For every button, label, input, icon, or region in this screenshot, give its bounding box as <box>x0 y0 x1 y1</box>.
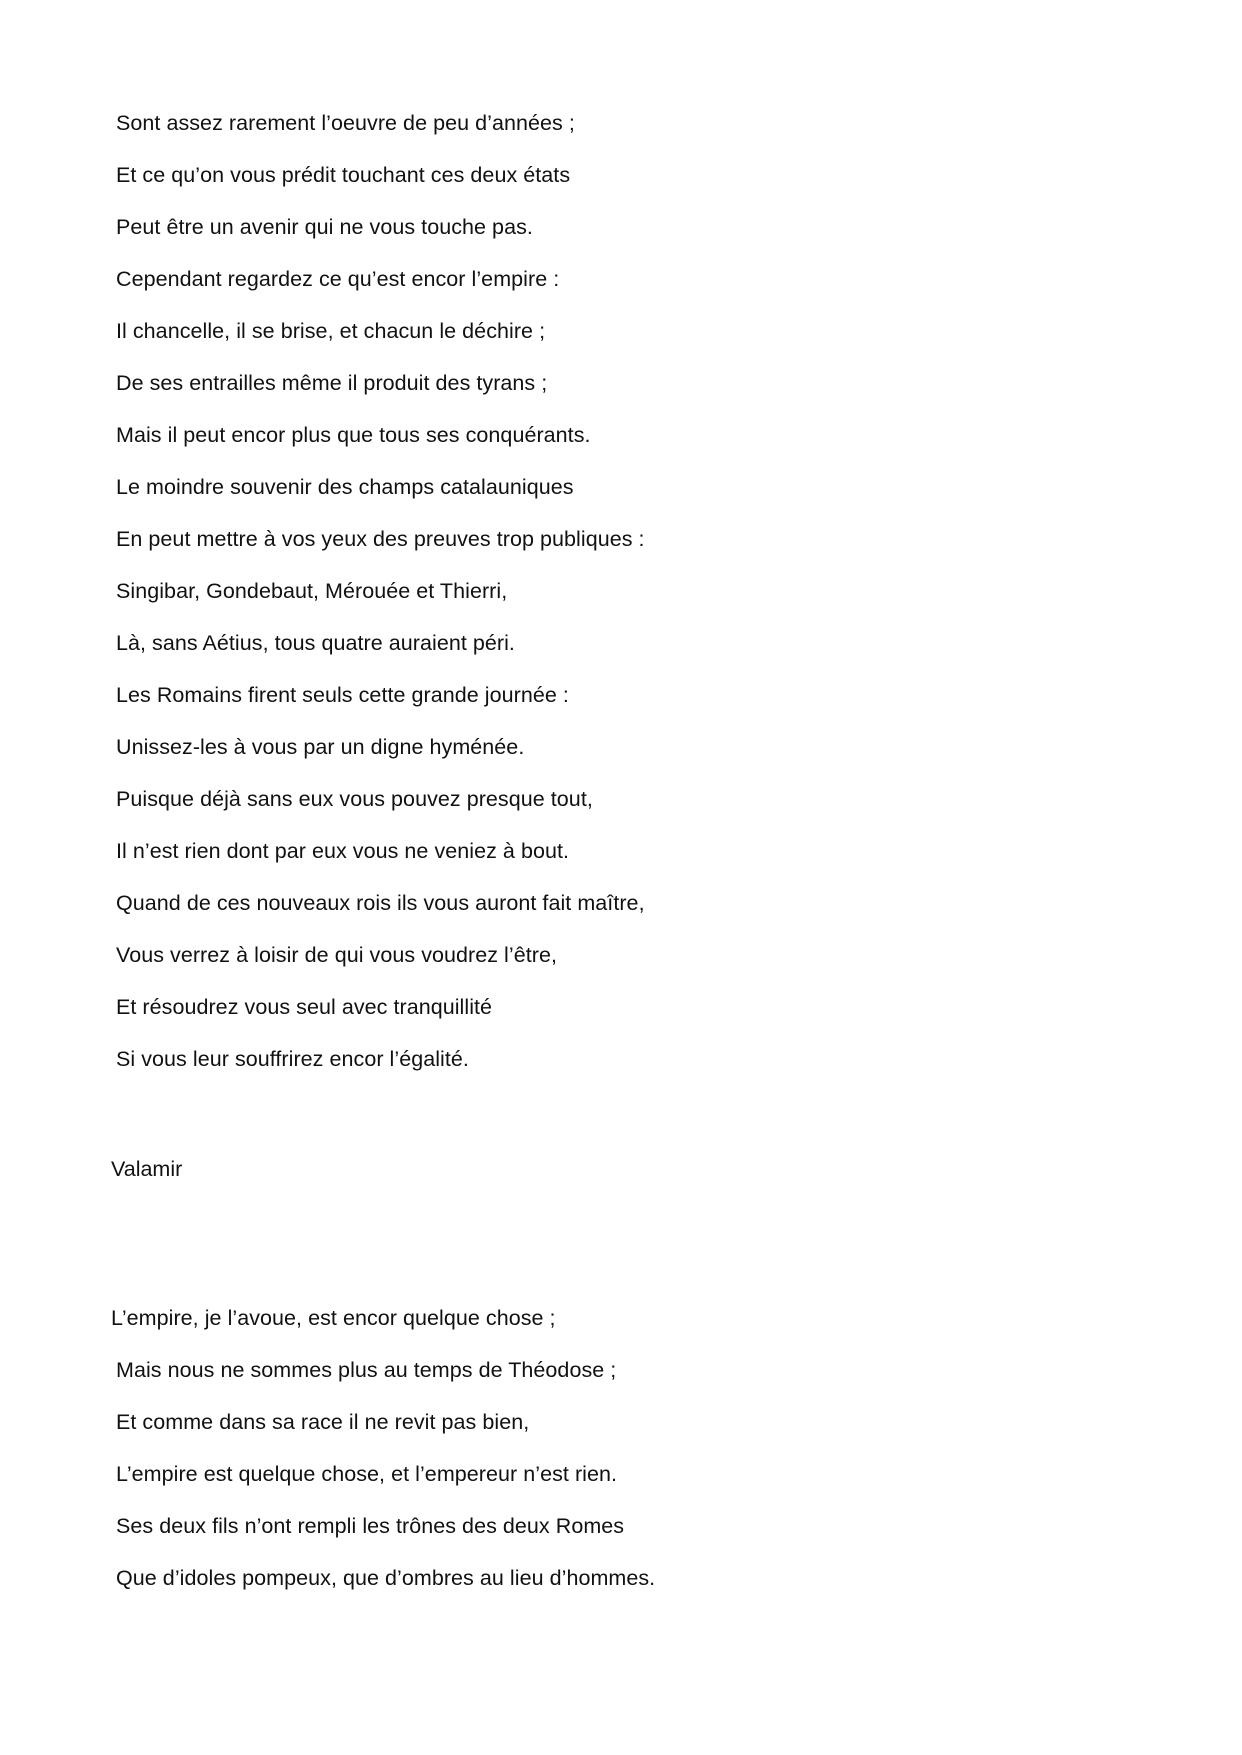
verse-line: Il chancelle, il se brise, et chacun le déchire ; <box>116 319 546 343</box>
verse-line: Singibar, Gondebaut, Mérouée et Thierri, <box>116 579 508 603</box>
verse-line: Cependant regardez ce qu’est encor l’empire : <box>116 267 560 291</box>
verse-line: L’empire, je l’avoue, est encor quelque chose ; <box>111 1306 556 1330</box>
verse-line: Unissez-les à vous par un digne hyménée. <box>116 735 525 759</box>
verse-line: Et ce qu’on vous prédit touchant ces deux états <box>116 163 571 187</box>
verse-line: Mais il peut encor plus que tous ses conquérants. <box>116 423 591 447</box>
verse-line: En peut mettre à vos yeux des preuves trop publiques : <box>116 527 645 551</box>
speaker-name: Valamir <box>111 1157 183 1181</box>
verse-line: Le moindre souvenir des champs catalauniques <box>116 475 574 499</box>
verse-line: Mais nous ne sommes plus au temps de Théodose ; <box>116 1358 617 1382</box>
verse-line: Là, sans Aétius, tous quatre auraient péri. <box>116 631 515 655</box>
verse-line: Puisque déjà sans eux vous pouvez presque tout, <box>116 787 593 811</box>
verse-line: De ses entrailles même il produit des tyrans ; <box>116 371 548 395</box>
verse-line: Peut être un avenir qui ne vous touche pas. <box>116 215 533 239</box>
verse-line: L’empire est quelque chose, et l’empereur n’est rien. <box>116 1462 618 1486</box>
verse-line: Les Romains firent seuls cette grande journée : <box>116 683 569 707</box>
verse-line: Que d’idoles pompeux, que d’ombres au lieu d’hommes. <box>116 1566 656 1590</box>
verse-line: Ses deux fils n’ont rempli les trônes des deux Romes <box>116 1514 625 1538</box>
verse-line: Quand de ces nouveaux rois ils vous auront fait maître, <box>116 891 645 915</box>
verse-line: Vous verrez à loisir de qui vous voudrez l’être, <box>116 943 557 967</box>
verse-line: Et comme dans sa race il ne revit pas bien, <box>116 1410 530 1434</box>
verse-line: Sont assez rarement l’oeuvre de peu d’années ; <box>116 111 575 135</box>
verse-line: Il n’est rien dont par eux vous ne veniez à bout. <box>116 839 570 863</box>
verse-line: Et résoudrez vous seul avec tranquillité <box>116 995 493 1019</box>
verse-line: Si vous leur souffrirez encor l’égalité. <box>116 1047 469 1071</box>
